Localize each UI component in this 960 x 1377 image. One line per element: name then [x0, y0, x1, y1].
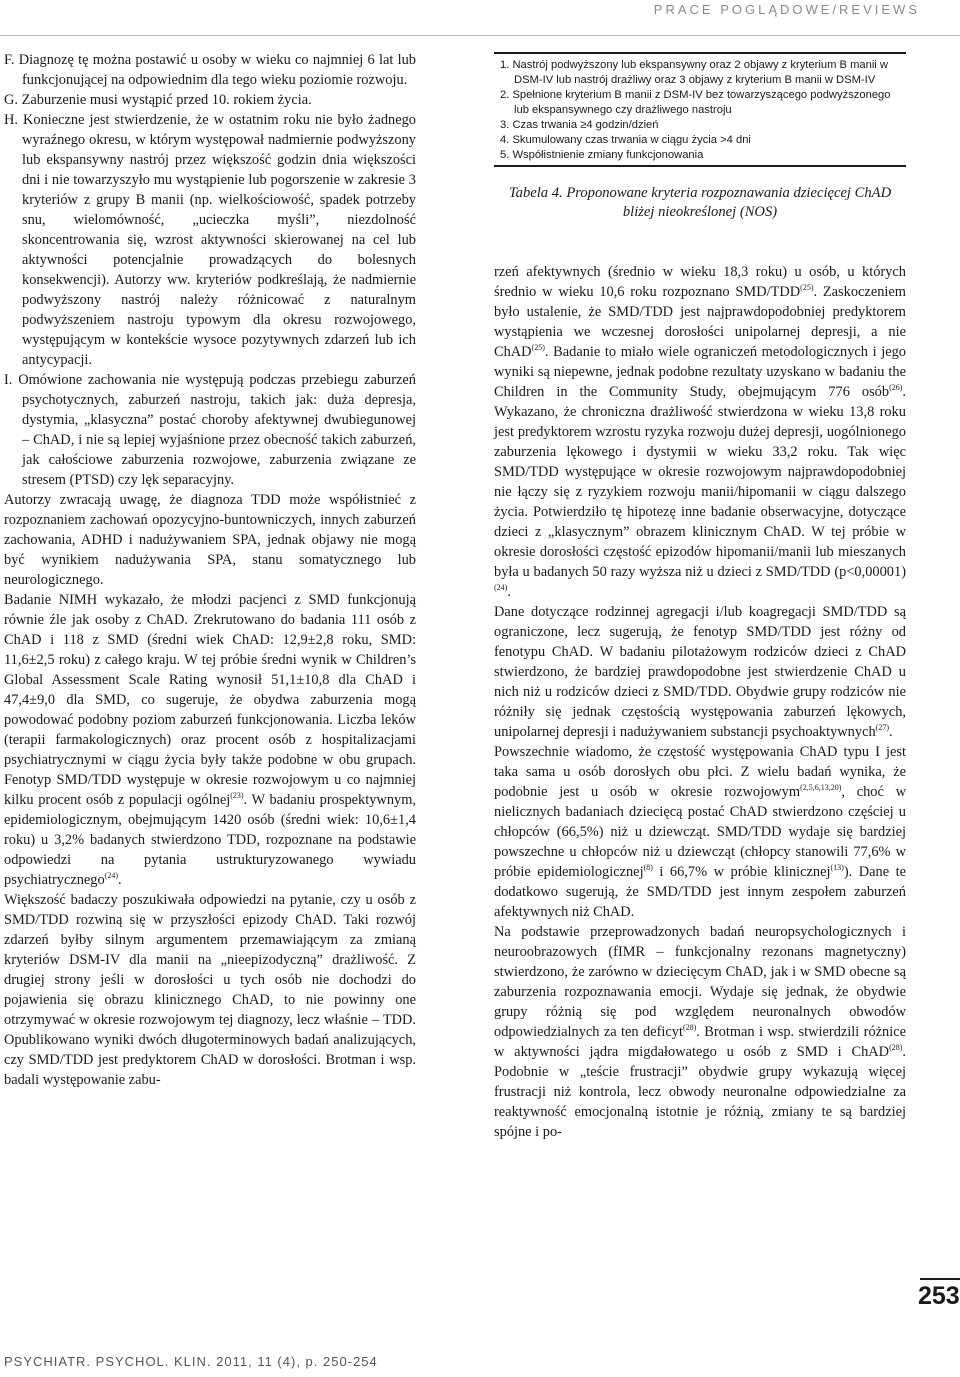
- paragraph-comorbidity: Autorzy zwracają uwagę, że diagnoza TDD może współistnieć z rozpoznaniem zachowań opozycyjno-buntowniczych, innych zaburzeń zachowania, ADHD i nadużywaniem SPA, jednak objawy nie mogą być wynikiem nadużywania SPA, stanu somatycznego lub neurologicznego.: [4, 492, 416, 588]
- text-run: rzeń afektywnych (średnio w wieku 18,3 roku) u osób, u których średnio w wieku 10,6 roku rozpoznano SMD/TDD: [494, 264, 906, 300]
- header-rule: [0, 35, 960, 36]
- paragraph-family: [494, 602, 906, 742]
- table-row: 5. Współistnienie zmiany funkcjonowania: [500, 149, 704, 161]
- criteria-table: [494, 52, 906, 167]
- text-run: . Zaskoczeniem było ustalenie, że SMD/TDD jest najprawdopodobniej predyktorem wystąpienia we wczesnej dorosłości unipolarnej depresji, a nie ChAD: [494, 284, 906, 360]
- citation: (24): [104, 871, 119, 881]
- text-run: .: [507, 584, 511, 600]
- table-row: 2. Spełnione kryterium B manii z DSM-IV bez towarzyszącego podwyższonego lub ekspansywnego czy drażliwego nastroju: [500, 89, 891, 116]
- citation: (8): [643, 863, 653, 873]
- criterion-h: H. Konieczne jest stwierdzenie, że w ostatnim roku nie było żadnego wyraźnego okresu, w którym występował nadmiernie podwyższony lub ekspansywny nastrój przez większość godzin dnia większości dni i nie towarzyszyło mu wystąpienie lub pogorszenie w zakresie 3 kryteriów z grupy B manii (np. wielkościowość, spadek potrzeby snu, wielomówność, „ucieczka myśli”, niezdolność skoncentrowania się, wzrost aktywności skierowanej na cel lub aktywności potencjalnie prowadzących do bolesnych konsekwencji). Autorzy ww. kryteriów podkreślają, że nadmiernie podwyższony nastrój należy różnicować z naturalnym podwyższeniem nastroju typowym dla okresu rozwojowego, występującym w kontekście wysoce pozytywnych zdarzeń lub ich antycypacji.: [4, 112, 416, 368]
- text-run: Dane dotyczące rodzinnej agregacji i/lub koagregacji SMD/TDD są ograniczone, lecz sugerują, że fenotyp SMD/TDD jest różny od fenotypu ChAD. W badaniu pilotażowym rodziców dzieci z ChAD stwierdzono, że bardziej prawdopodobne jest stwierdzenie ChAD u nich niż u rodziców dzieci z SMD/TDD. Obydwie grupy rodziców nie różniły się jednak częstością występowania zaburzeń lękowych, unipolarnej depresji i nadużywaniem substancji psychoaktywnych: [494, 604, 906, 740]
- text-run: i 66,7% w próbie klinicznej: [652, 864, 831, 880]
- criterion-g: G. Zaburzenie musi wystąpić przed 10. rokiem życia.: [4, 92, 312, 108]
- text-run: Powszechnie wiadomo, że częstość występowania ChAD typu I jest taka sama u osób dorosłych obu płci. Z wielu badań wynika, że podobnie jest u osób w okresie rozwojowym: [494, 744, 906, 800]
- citation: (23): [230, 791, 244, 801]
- table-row: 1. Nastrój podwyższony lub ekspansywny oraz 2 objawy z kryterium B manii w DSM-IV lub nastrój drażliwy oraz 3 objawy z kryterium B manii w DSM-IV: [500, 59, 888, 86]
- text-run: . Wykazano, że chroniczna drażliwość stwierdzona w wieku 13,8 roku jest predyktorem wzrostu ryzyka rozwoju dużej depresji, uogólnionego zaburzenia lękowego i dystymii w wieku 33,2 roku. Tak więc SMD/TDD występujące w okresie rozwojowym najprawdopodobniej nie łączy się z ryzykiem rozwoju manii/hipomanii w ciągu dalszego życia. Potwierdziło tę hipotezę inne badanie obserwacyjne, dotyczące dzieci z „klasycznym” obrazem klinicznym ChAD. W tej próbie w okresie dorosłości częstość epizodów hipomanii/manii lub mieszanych była u badanych 50 razy wyższa niż u dzieci z SMD/TDD (p<0,00001): [494, 384, 906, 580]
- text-run: .: [888, 724, 893, 740]
- citation: (25): [531, 343, 545, 353]
- running-head: PRACE POGLĄDOWE/REVIEWS: [653, 2, 920, 17]
- text-run: . Podobnie w „teście frustracji” obydwie grupy wykazują więcej frustracji niż kontrola, lecz obwody neuronalne odpowiedzialne za reaktywność emocjonalną istotnie je różnią, zmiany te są bardziej spójne i po-: [494, 1044, 906, 1140]
- text-run: , choć w nielicznych badaniach dziecięcą postać ChAD stwierdzono częściej u chłopców (66,5%) niż u dziewcząt. SMD/TDD wydaje się bardziej powszechne u chłopców niż u dziewcząt (chłopcy stanowili 77,6% w próbie epidemiologicznej: [494, 784, 906, 880]
- text-run: . Badanie to miało wiele ograniczeń metodologicznych i jego wyniki są niepewne, jednak podobne rezultaty uzyskano w badaniu the Children in the Community Study, obejmującym 776 osób: [494, 344, 906, 400]
- table-caption: Tabela 4. Proponowane kryteria rozpoznawania dziecięcej ChAD bliżej nieokreślonej (NOS): [508, 185, 892, 220]
- right-text-column: [494, 262, 906, 1142]
- citation: (2,5,6,13,20): [800, 783, 842, 793]
- table-row: 3. Czas trwania ≥4 godzin/dzień: [500, 119, 659, 131]
- text-run: .: [118, 872, 122, 888]
- text-run: . W badaniu prospektywnym, epidemiologicznym, obejmującym 1420 osób (średni wiek: 10,6±1,4 roku) u 3,2% badanych stwierdzono TDD, rozpoznane na podstawie odpowiedzi na pytania ustrukturyzowanego wywiadu psychiatrycznego: [4, 792, 416, 888]
- table-row: 4. Skumulowany czas trwania w ciągu życia >4 dni: [500, 134, 751, 146]
- citation: (28): [682, 1023, 697, 1033]
- text-run: Na podstawie przeprowadzonych badań neuropsychologicznych i neuroobrazowych (fIMR – funkcjonalny rezonans magnetyczny) stwierdzono, że zarówno w dziecięcym ChAD, jak i w SMD obecne są zaburzenia rozpoznawania emocji. Wydaje się jednak, że obydwie grupy różnią się pod względem neuronalnych obwodów odpowiedzialnych za ten deficyt: [494, 924, 906, 1040]
- citation: (27): [875, 723, 889, 733]
- paragraph-brotman: [494, 262, 906, 602]
- left-text-column: [4, 50, 416, 1090]
- text-run: . Brotman i wsp. stwierdzili różnice w aktywności jądra migdałowatego u osób z SMD i ChAD: [494, 1024, 906, 1060]
- criterion-f: F. Diagnozę tę można postawić u osoby w wieku co najmniej 6 lat lub funkcjonującej na odpowiednim dla tego wieku poziomie rozwoju.: [4, 52, 416, 88]
- journal-footer: PSYCHIATR. PSYCHOL. KLIN. 2011, 11 (4), p. 250-254: [4, 1354, 378, 1369]
- citation: (13): [830, 863, 844, 873]
- text-run: Badanie NIMH wykazało, że młodzi pacjenci z SMD funkcjonują równie źle jak osoby z ChAD. Zrekrutowano do badania 111 osób z ChAD i 118 z SMD (średni wiek ChAD: 12,9±2,8 roku, SMD: 11,6±2,5 roku) z całego kraju. W tej próbie średni wynik w Children’s Global Assessment Scale Rating wynosił 51,1±10,8 dla ChAD i 47,4±9,0 dla SMD, co sugeruje, że obydwa zaburzenia mogą powodować podobny poziom zaburzeń funkcjonowania. Liczba leków (terapii farmakologicznych) oraz procent osób z hospitalizacjami psychiatrycznymi w ciągu życia były także podobne w obu grupach. Fenotyp SMD/TDD występuje w okresie rozwojowym u co najmniej kilku procent osób z populacji ogólnej: [4, 592, 416, 808]
- paragraph-sex: [494, 742, 906, 922]
- citation: (26): [889, 383, 903, 393]
- paragraph-nimh: [4, 590, 416, 890]
- paragraph-outcomes: Większość badaczy poszukiwała odpowiedzi na pytanie, czy u osób z SMD/TDD rozwiną się w przyszłości epizody ChAD. Taki rozwój zdarzeń byłby silnym argumentem przemawiającym za zmianą kryteriów DSM-IV dla manii na „nieepizodyczną” drażliwość. Z drugiej strony jeśli w dorosłości u tych osób nie dochodzi do pojawienia się obrazu klinicznego ChAD, to nie powinny one otrzymywać w okresie rozwojowym tej diagnozy, lecz właśnie – TDD. Opublikowano wyniki dwóch długoterminowych badań analizujących, czy SMD/TDD jest predyktorem ChAD w dorosłości. Brotman i wsp. badali występowanie zabu-: [4, 892, 416, 1088]
- page-number-rule: [920, 1278, 960, 1280]
- text-run: ). Dane te dodatkowo sugerują, że SMD/TDD jest innym zespołem zaburzeń afektywnych niż ChAD.: [494, 864, 906, 920]
- citation: (25): [800, 283, 814, 293]
- criterion-i: I. Omówione zachowania nie występują podczas przebiegu zaburzeń psychotycznych, zaburzeń nastroju, takich jak: duża depresja, dystymia, „klasyczna” postać choroby afektywnej dwubiegunowej – ChAD, i nie są lepiej wyjaśnione przez obecność takich zaburzeń, jak całościowe zaburzenia rozwojowe, zaburzenia związane ze stresem (PTSD) czy lęk separacyjny.: [4, 372, 416, 488]
- citation: (24): [494, 583, 508, 593]
- paragraph-neuro: [494, 922, 906, 1142]
- page-number: 253: [918, 1282, 960, 1310]
- citation: (28): [889, 1043, 903, 1053]
